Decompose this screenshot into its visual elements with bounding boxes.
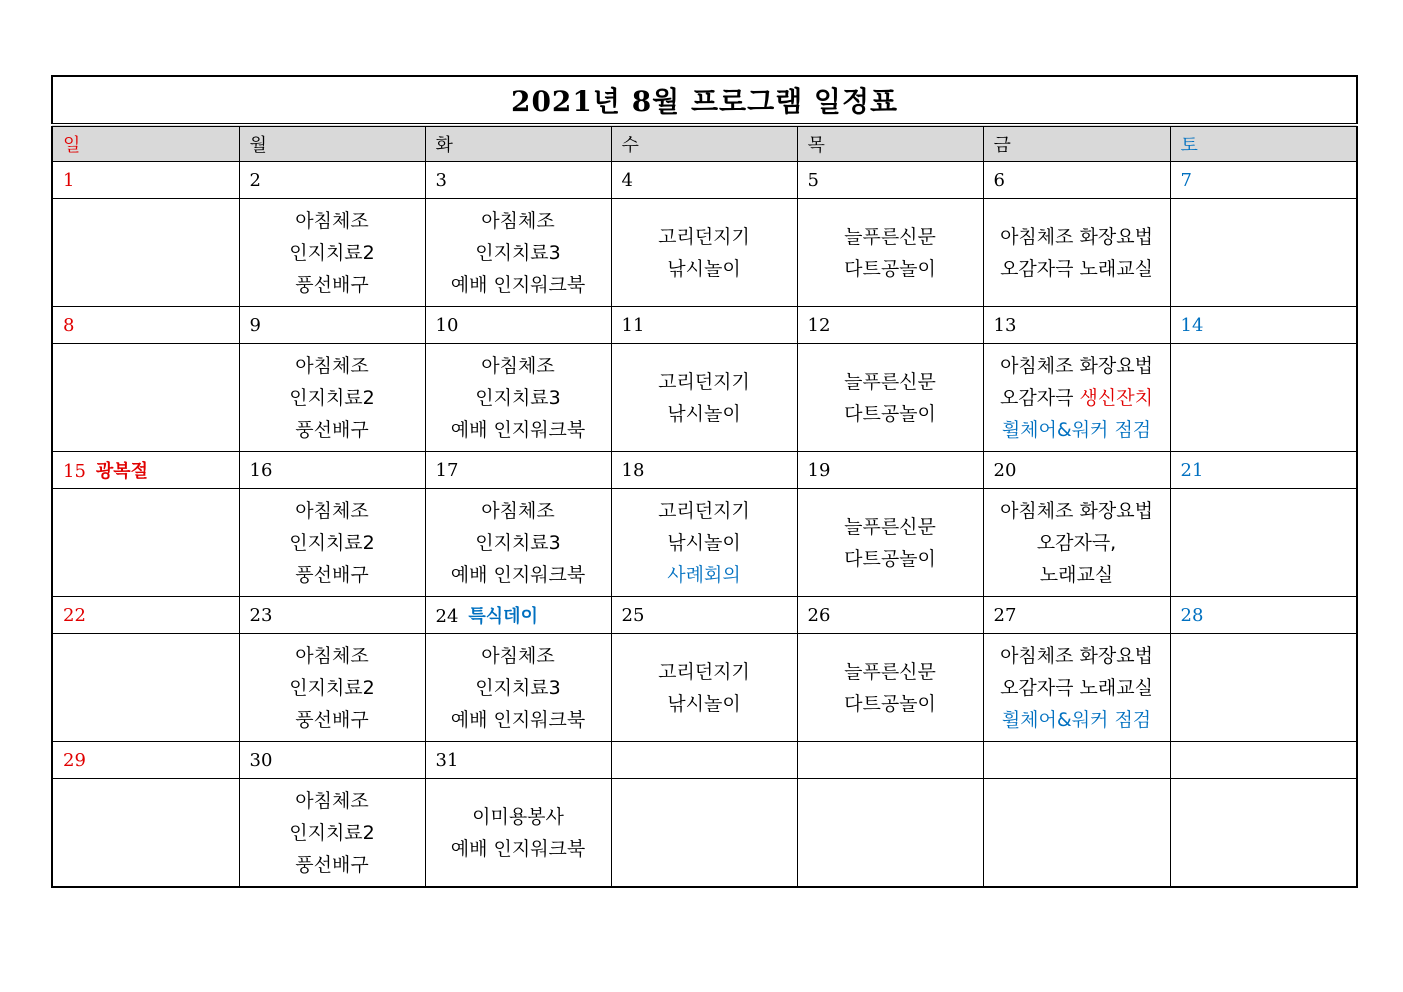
event-line: 인지치료3	[475, 241, 561, 264]
weekday-sat: 토	[1170, 125, 1357, 162]
event-line: 인지치료3	[475, 531, 561, 554]
date-number: 6	[993, 169, 1005, 191]
page-title: 2021년 8월 프로그램 일정표	[52, 76, 1357, 125]
date-cell	[983, 307, 1170, 344]
event-line: 아침체조	[295, 499, 369, 522]
date-number: 8	[63, 314, 75, 336]
date-cell	[797, 742, 983, 779]
date-number: 1	[63, 169, 75, 191]
events-cell	[239, 489, 425, 597]
date-cell	[52, 597, 239, 634]
events-row	[52, 634, 1357, 742]
event-line: 인지치료2	[289, 676, 375, 699]
event-line: 휠체어&워커 점검	[1001, 708, 1152, 731]
event-line: 예배 인지워크북	[450, 708, 586, 731]
day-label: 특식데이	[468, 606, 538, 627]
date-number: 19	[807, 459, 831, 481]
event-line: 풍선배구	[295, 853, 369, 876]
event-line: 인지치료2	[289, 386, 375, 409]
date-cell	[52, 162, 239, 199]
date-cell	[983, 452, 1170, 489]
event-line: 고리던지기	[658, 499, 750, 522]
event-line: 노래교실	[1039, 563, 1114, 586]
event-line: 아침체조	[481, 644, 555, 667]
event-line: 고리던지기	[658, 225, 750, 248]
events-cell	[1170, 199, 1357, 307]
date-cell	[239, 307, 425, 344]
events-cell	[52, 779, 239, 888]
event-line: 아침체조	[481, 354, 555, 377]
date-number: 31	[435, 749, 459, 771]
event-line: 풍선배구	[295, 708, 369, 731]
event-line: 오감자극 노래교실	[1000, 676, 1153, 699]
events-cell	[239, 779, 425, 888]
date-number: 9	[249, 314, 261, 336]
event-line: 오감자극,	[1036, 531, 1117, 554]
schedule-table	[51, 75, 1358, 888]
event-line: 다트공놀이	[844, 257, 936, 280]
event-line: 아침체조 화장요법	[1000, 644, 1153, 667]
events-cell	[983, 634, 1170, 742]
date-cell	[611, 597, 797, 634]
event-line: 예배 인지워크북	[450, 273, 586, 296]
event-line: 휠체어&워커 점검	[1001, 418, 1152, 441]
event-line: 낚시놀이	[667, 402, 741, 425]
events-cell	[611, 489, 797, 597]
date-cell	[425, 307, 611, 344]
date-cell	[52, 307, 239, 344]
weekday-tue: 화	[425, 125, 611, 162]
event-line: 늘푸른신문	[844, 370, 936, 393]
date-cell	[425, 452, 611, 489]
date-cell	[1170, 162, 1357, 199]
events-row	[52, 779, 1357, 888]
date-cell	[1170, 742, 1357, 779]
weekday-header-row	[52, 125, 1357, 162]
date-cell	[239, 742, 425, 779]
date-number: 16	[249, 459, 273, 481]
date-row	[52, 452, 1357, 489]
event-line: 낚시놀이	[667, 257, 741, 280]
event-line: 인지치료2	[289, 241, 375, 264]
date-cell	[52, 742, 239, 779]
events-cell	[983, 344, 1170, 452]
date-cell	[611, 307, 797, 344]
event-line: 고리던지기	[658, 370, 750, 393]
event-line: 예배 인지워크북	[450, 837, 586, 860]
events-cell	[425, 344, 611, 452]
event-line: 아침체조	[295, 789, 369, 812]
event-line: 고리던지기	[658, 660, 750, 683]
date-cell	[239, 162, 425, 199]
event-line: 아침체조 화장요법	[1000, 499, 1153, 522]
events-cell	[611, 344, 797, 452]
weekday-sun: 일	[52, 125, 239, 162]
date-number: 5	[807, 169, 819, 191]
event-line: 예배 인지워크북	[450, 418, 586, 441]
event-line: 사례회의	[667, 563, 741, 586]
date-row	[52, 597, 1357, 634]
event-line: 아침체조	[481, 499, 555, 522]
date-number: 18	[621, 459, 645, 481]
date-number: 30	[249, 749, 273, 771]
date-row	[52, 162, 1357, 199]
events-cell	[1170, 344, 1357, 452]
events-cell	[425, 489, 611, 597]
date-number: 10	[435, 314, 459, 336]
events-cell	[239, 199, 425, 307]
events-cell	[52, 634, 239, 742]
event-line: 풍선배구	[295, 273, 369, 296]
date-cell	[1170, 452, 1357, 489]
event-line: 인지치료3	[475, 676, 561, 699]
event-line: 다트공놀이	[844, 402, 936, 425]
date-number: 27	[993, 604, 1017, 626]
date-number: 20	[993, 459, 1017, 481]
events-cell	[1170, 489, 1357, 597]
date-cell	[797, 307, 983, 344]
date-cell	[611, 742, 797, 779]
date-cell	[425, 162, 611, 199]
date-cell	[983, 597, 1170, 634]
date-number: 4	[621, 169, 633, 191]
event-line: 늘푸른신문	[844, 515, 936, 538]
event-line: 아침체조	[295, 644, 369, 667]
date-number: 23	[249, 604, 273, 626]
date-number: 17	[435, 459, 459, 481]
date-number: 24	[435, 606, 459, 627]
date-number: 7	[1180, 169, 1192, 191]
date-row	[52, 742, 1357, 779]
date-number: 15	[63, 461, 86, 482]
date-number: 26	[807, 604, 831, 626]
date-number: 25	[621, 604, 645, 626]
events-cell	[611, 634, 797, 742]
weekday-fri: 금	[983, 125, 1170, 162]
events-cell	[797, 489, 983, 597]
events-cell	[797, 779, 983, 888]
events-cell	[983, 489, 1170, 597]
event-line: 아침체조	[481, 209, 555, 232]
event-line: 예배 인지워크북	[450, 563, 586, 586]
weekday-mon: 월	[239, 125, 425, 162]
event-line: 늘푸른신문	[844, 225, 936, 248]
events-cell	[239, 344, 425, 452]
date-cell	[983, 162, 1170, 199]
date-number: 28	[1180, 604, 1204, 626]
event-line: 아침체조 화장요법	[1000, 225, 1153, 248]
events-row	[52, 489, 1357, 597]
event-line: 풍선배구	[295, 418, 369, 441]
events-cell	[1170, 779, 1357, 888]
date-number: 13	[993, 314, 1017, 336]
event-line: 인지치료3	[475, 386, 561, 409]
event-line: 낚시놀이	[667, 531, 741, 554]
events-cell	[983, 779, 1170, 888]
date-cell	[425, 742, 611, 779]
events-cell	[611, 199, 797, 307]
events-cell	[983, 199, 1170, 307]
event-line: 풍선배구	[295, 563, 369, 586]
events-cell	[239, 634, 425, 742]
date-cell	[1170, 597, 1357, 634]
date-row	[52, 307, 1357, 344]
event-line: 오감자극 노래교실	[1000, 257, 1153, 280]
events-cell	[797, 344, 983, 452]
events-cell	[425, 779, 611, 888]
event-line: 다트공놀이	[844, 547, 936, 570]
events-cell	[52, 199, 239, 307]
events-cell	[425, 199, 611, 307]
events-cell	[52, 489, 239, 597]
event-line: 아침체조	[295, 209, 369, 232]
date-cell	[611, 452, 797, 489]
date-number: 21	[1180, 459, 1204, 481]
date-number: 14	[1180, 314, 1204, 336]
date-number: 2	[249, 169, 261, 191]
weekday-wed: 수	[611, 125, 797, 162]
date-cell	[611, 162, 797, 199]
event-line: 이미용봉사	[472, 805, 564, 828]
date-cell	[983, 742, 1170, 779]
event-line: 인지치료2	[289, 531, 375, 554]
event-line: 인지치료2	[289, 821, 375, 844]
event-line: 아침체조 화장요법	[1000, 354, 1153, 377]
events-row	[52, 199, 1357, 307]
date-number: 3	[435, 169, 447, 191]
date-cell	[239, 597, 425, 634]
event-line: 다트공놀이	[844, 692, 936, 715]
date-cell	[797, 162, 983, 199]
weekday-thu: 목	[797, 125, 983, 162]
date-number: 22	[63, 604, 86, 626]
date-number: 11	[621, 314, 645, 336]
event-line: 늘푸른신문	[844, 660, 936, 683]
day-label: 광복절	[95, 461, 149, 482]
date-cell	[1170, 307, 1357, 344]
date-cell	[797, 452, 983, 489]
events-cell	[611, 779, 797, 888]
event-line: 오감자극 생신잔치	[1000, 386, 1153, 409]
events-row	[52, 344, 1357, 452]
date-number: 29	[63, 749, 86, 771]
date-cell	[52, 452, 239, 489]
events-cell	[52, 344, 239, 452]
events-cell	[797, 199, 983, 307]
date-number: 12	[807, 314, 831, 336]
events-cell	[425, 634, 611, 742]
date-cell	[797, 597, 983, 634]
event-line: 낚시놀이	[667, 692, 741, 715]
date-cell	[425, 597, 611, 634]
date-cell	[239, 452, 425, 489]
events-cell	[797, 634, 983, 742]
event-line: 아침체조	[295, 354, 369, 377]
events-cell	[1170, 634, 1357, 742]
